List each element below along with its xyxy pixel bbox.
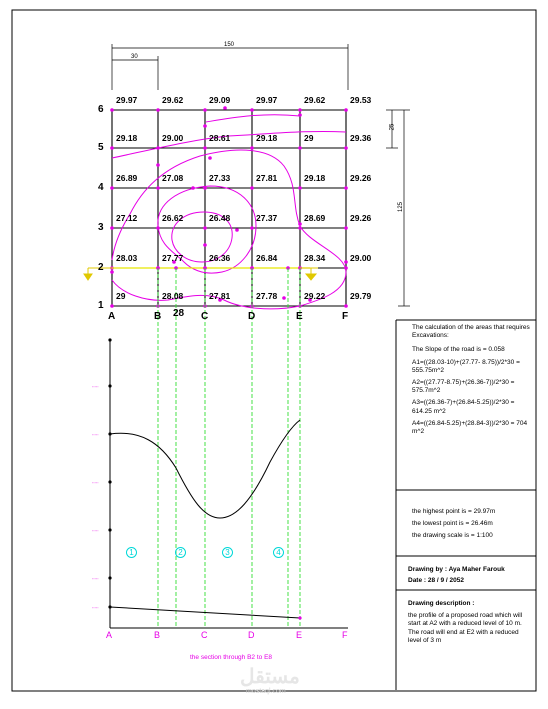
profile-column-label-B: B [154,630,161,640]
profile-column-label-A: A [106,630,113,640]
grid-node-dot [203,108,207,112]
elevation-value: 29.97 [116,95,138,105]
elevation-value: 27.78 [256,291,278,301]
grid-node-dot [110,146,114,150]
dimension-total-width: 150 [224,42,235,48]
profile-column-label-F: F [342,630,348,640]
profile-column-label-E: E [296,630,303,640]
watermark-site: mostaql.com [246,688,286,695]
profile-column-label-C: C [201,630,208,640]
elevation-value: 26.48 [209,213,231,223]
drawn-by: Drawing by : Aya Maher Farouk [408,566,505,573]
profile-markers [298,616,301,619]
grid-node-dot [298,146,302,150]
elevation-value: 29.36 [350,133,372,143]
grid-node-dot [156,186,160,190]
row-label-4: 4 [98,182,104,193]
dimension-cell-height: 25 [389,123,396,131]
svg-text:·····: ····· [92,576,99,581]
area-marker-4: 4 [273,547,284,558]
svg-text:·····: ····· [92,384,99,389]
row-label-2: 2 [98,262,104,273]
row-label-3: 3 [98,222,104,233]
grid-node-dot [110,226,114,230]
elevation-value: 29.22 [304,291,326,301]
elevation-value: 27.12 [116,213,138,223]
elevation-value: 27.37 [256,213,278,223]
description-panel [408,600,526,645]
elevation-value: 28.61 [209,133,231,143]
grid-node-dot [110,186,114,190]
elevation-value: 26.89 [116,173,138,183]
grid-node-dot [344,186,348,190]
grid-node-dot [110,304,114,308]
area-a2: A2=((27.77-8.75)+(26.36-7))/2*30 = 575.7m^2 [412,379,515,395]
elevation-value: 29.09 [209,95,231,105]
elevation-value: 27.08 [162,173,184,183]
grid-node-dot [203,146,207,150]
grid-node-dot [156,108,160,112]
calculation-panel [412,324,534,436]
svg-text:·····: ····· [92,480,99,485]
elevation-value: 29.26 [350,213,372,223]
levels-panel [412,506,534,542]
watermark-logo: مستقل [240,666,300,688]
section-lines [158,268,300,628]
elevation-value: 29.18 [304,173,326,183]
elevation-value: 28.08 [162,291,184,301]
elevation-value: 29.18 [256,133,278,143]
grid-node-dot [344,304,348,308]
grid-node-dot [250,146,254,150]
svg-text:·····: ····· [92,528,99,533]
calc-title: The calculation of the areas that requires Excavations: [412,324,530,340]
elevation-value: 27.81 [256,173,278,183]
dimension-cell-width: 30 [131,54,138,60]
author-panel [408,564,534,586]
grid-node-dot [298,186,302,190]
elevation-value: 29.18 [116,133,138,143]
elevation-value: 29.53 [350,95,372,105]
elevation-value: 26.36 [209,253,231,263]
area-a1: A1=((28.03-10)+(27.77- 8.75))/2*30 = 555.75m^2 [412,358,520,374]
elevation-value: 29.97 [256,95,278,105]
area-a4: A4=((26.84-5.25)+(28.84-3))/2*30 = 704 m^2 [412,419,528,436]
area-a3: A3=((26.36-7)+(26.84-5.25))/2*30 = 614.25 m^2 [412,399,515,415]
dimension-total-height: 125 [398,201,405,213]
column-label-E: E [296,311,303,322]
column-label-F: F [342,311,349,322]
elevation-value: 29.26 [350,173,372,183]
elevation-value: 28.34 [304,253,326,263]
area-marker-1: 1 [126,547,137,558]
elevation-value: 29.62 [304,95,326,105]
elevation-value: 28.69 [304,213,326,223]
elevation-value: 27.77 [162,253,184,263]
elevation-value: 27.33 [209,173,231,183]
contour-small-top [206,115,300,122]
row-label-6: 6 [98,104,104,115]
profile-column-label-D: D [248,630,255,640]
grid-node-dot [344,226,348,230]
grid-node-dot [203,226,207,230]
highest-point: the highest point is = 29.97m [412,508,496,515]
elevation-value: 29 [304,133,314,143]
drawing-scale: the drawing scale is = 1:100 [412,532,493,539]
elevation-value: 29.00 [350,253,372,263]
grid-node-dot [344,146,348,150]
road-end-arrow-right [300,268,318,280]
svg-text:·····: ····· [92,432,99,437]
grid-node-dot [250,186,254,190]
slope-text: The Slope of the road is = 0.058 [412,346,505,354]
description-text: the profile of a proposed road which will start at A2 with a reduced level of 10 m. The road will end at E2 with a reduced level of 3 m [408,612,523,644]
profile-vertical-axis [92,338,112,628]
drawing-date: Date : 28 / 9 / 2052 [408,577,465,584]
grid-node-dot [344,108,348,112]
grid-node-dot [298,108,302,112]
profile-caption: the section through B2 to E8 [190,654,273,661]
elevation-value: 29.62 [162,95,184,105]
elevation-value: 28.03 [116,253,138,263]
elevation-value: 29.00 [162,133,184,143]
area-marker-2: 2 [175,547,186,558]
grid-node-dot [250,226,254,230]
grid-node-dot [110,108,114,112]
elevation-value: 27.81 [209,291,231,301]
grid-node-dot [250,108,254,112]
column-label-A: A [108,311,116,322]
description-title: Drawing description : [408,600,475,607]
column-label-B: B [154,311,162,322]
lowest-point: the lowest point is = 26.46m [412,520,493,527]
elevation-value: 29 [116,291,126,301]
column-label-D: D [248,311,256,322]
elevation-value: 26.62 [162,213,184,223]
elevation-value: 26.84 [256,253,278,263]
column-label-C: C [201,311,209,322]
row-label-1: 1 [98,300,104,311]
area-marker-3: 3 [222,547,233,558]
svg-text:·····: ····· [92,605,99,610]
elevation-value: 29.79 [350,291,372,301]
grid-extra-label: 28 [173,308,185,319]
row-label-5: 5 [98,142,104,153]
